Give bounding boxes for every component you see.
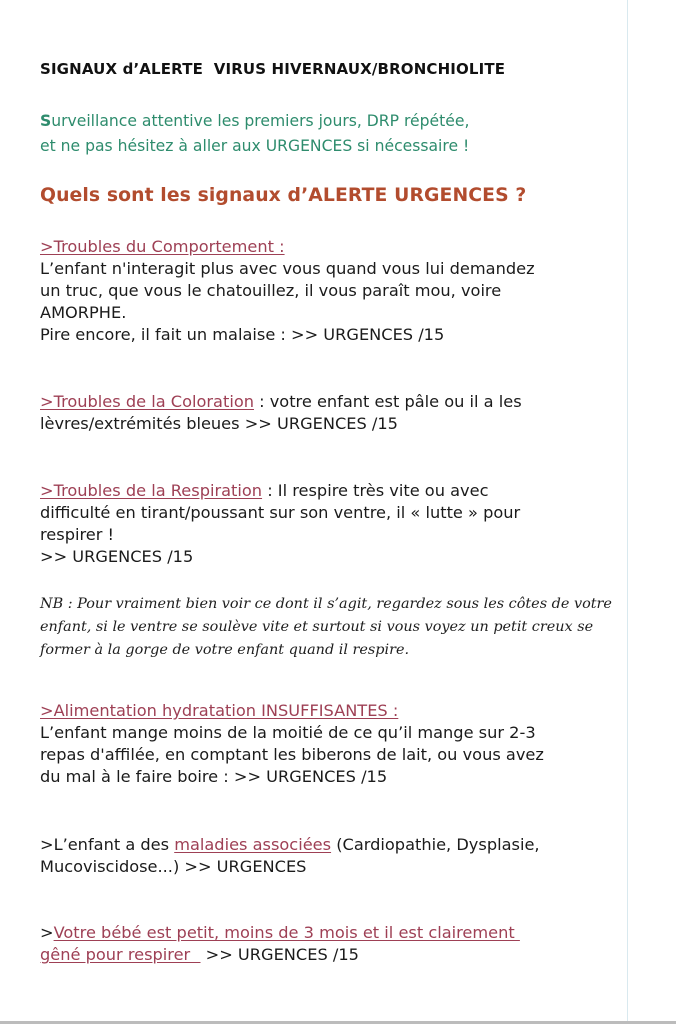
respiration-line-3: respirer ! bbox=[40, 525, 115, 544]
nb-note-line-2: enfant, si le ventre se soulève vite et surtout si vous voyez un petit creux se bbox=[40, 619, 594, 635]
comportement-heading: >Troubles du Comportement : bbox=[40, 237, 285, 256]
alimentation-line-1: L’enfant mange moins de la moitié de ce qu’il mange sur 2-3 bbox=[40, 723, 536, 742]
bebe-link-part-1: Votre bébé est petit, moins de 3 mois et il est clairement bbox=[53, 923, 520, 942]
respiration-line-1 bbox=[40, 480, 640, 502]
alimentation-heading-line bbox=[40, 700, 640, 722]
comportement-heading-line bbox=[40, 236, 640, 258]
section-alimentation bbox=[40, 700, 640, 788]
bebe-line-1 bbox=[40, 922, 640, 944]
intro-paragraph bbox=[40, 109, 630, 159]
alimentation-line-3: du mal à le faire boire : >> URGENCES /15 bbox=[40, 767, 388, 786]
maladies-line-2: Mucoviscidose...) >> URGENCES bbox=[40, 857, 307, 876]
respiration-line-2: difficulté en tirant/poussant sur son ventre, il « lutte » pour bbox=[40, 503, 521, 522]
comportement-line-1: L’enfant n'interagit plus avec vous quand vous lui demandez bbox=[40, 259, 535, 278]
nb-note bbox=[40, 593, 645, 662]
section-maladies bbox=[40, 834, 640, 878]
intro-lead-letter: S bbox=[40, 112, 52, 130]
alimentation-heading: >Alimentation hydratation INSUFFISANTES : bbox=[40, 701, 399, 720]
coloration-line-2: lèvres/extrémités bleues >> URGENCES /15 bbox=[40, 414, 398, 433]
alert-question-heading: Quels sont les signaux d’ALERTE URGENCES ? bbox=[40, 185, 527, 206]
respiration-line-4: >> URGENCES /15 bbox=[40, 547, 194, 566]
nb-note-line-1: NB : Pour vraiment bien voir ce dont il s’agit, regardez sous les côtes de votre bbox=[40, 596, 612, 612]
intro-line-1-text: urveillance attentive les premiers jours, DRP répétée, bbox=[51, 112, 470, 130]
maladies-link: maladies associées bbox=[174, 835, 332, 854]
bebe-link-part-2: gêné pour respirer bbox=[40, 945, 201, 964]
section-bebe bbox=[40, 922, 640, 966]
comportement-line-2: un truc, que vous le chatouillez, il vous paraît mou, voire bbox=[40, 281, 502, 300]
respiration-line-1-text: : Il respire très vite ou avec bbox=[262, 481, 489, 500]
section-comportement bbox=[40, 236, 640, 346]
comportement-line-3: AMORPHE. bbox=[40, 303, 127, 322]
maladies-line-1-text: (Cardiopathie, Dysplasie, bbox=[331, 835, 540, 854]
bebe-line-2-text: >> URGENCES /15 bbox=[200, 945, 359, 964]
page-title: SIGNAUX d’ALERTE VIRUS HIVERNAUX/BRONCHIOLITE bbox=[40, 60, 506, 78]
coloration-line-1-text: : votre enfant est pâle ou il a les bbox=[253, 392, 522, 411]
section-respiration bbox=[40, 480, 640, 568]
maladies-line-1 bbox=[40, 834, 640, 856]
intro-line-1 bbox=[40, 109, 630, 134]
maladies-prefix: >L’enfant a des bbox=[40, 835, 175, 854]
coloration-heading: >Troubles de la Coloration bbox=[40, 392, 254, 411]
comportement-line-4: Pire encore, il fait un malaise : >> URGENCES /15 bbox=[40, 325, 445, 344]
coloration-line-1 bbox=[40, 391, 640, 413]
intro-line-2: et ne pas hésitez à aller aux URGENCES si nécessaire ! bbox=[40, 137, 470, 155]
alimentation-line-2: repas d'affilée, en comptant les biberons de lait, ou vous avez bbox=[40, 745, 544, 764]
bebe-line-2 bbox=[40, 944, 640, 966]
nb-note-line-3: former à la gorge de votre enfant quand il respire. bbox=[40, 642, 410, 658]
respiration-heading: >Troubles de la Respiration bbox=[40, 481, 263, 500]
bebe-prefix: > bbox=[40, 923, 54, 942]
section-coloration bbox=[40, 391, 640, 435]
